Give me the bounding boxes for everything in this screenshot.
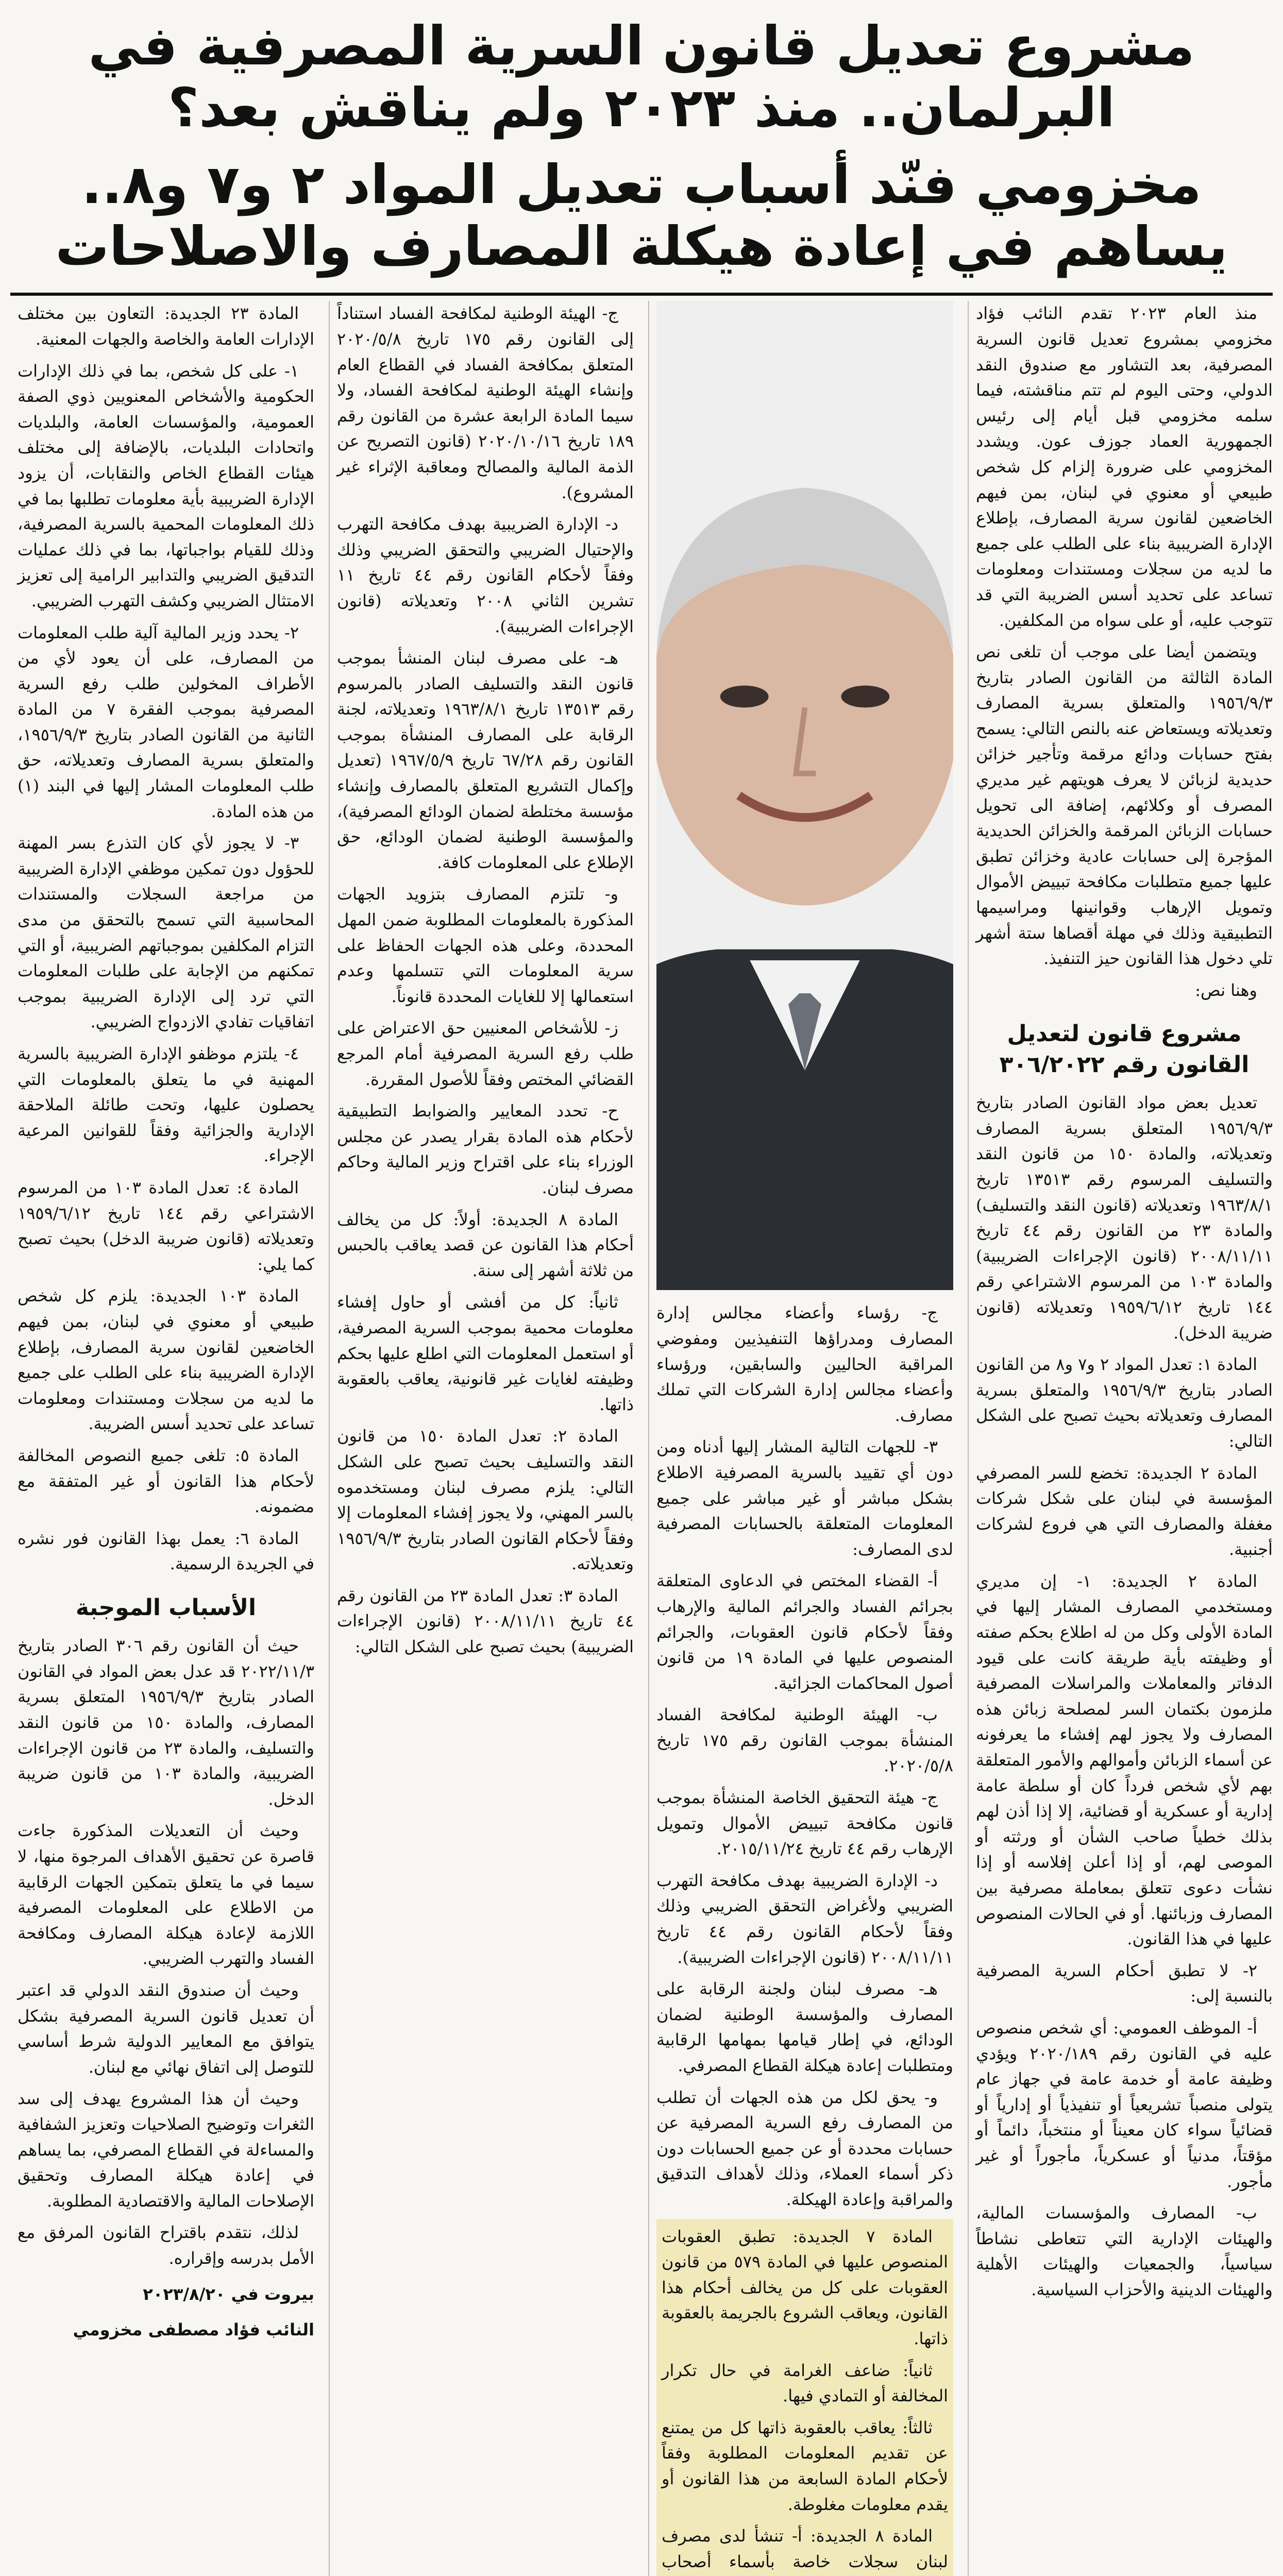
paragraph: ثالثاً: يعاقب بالعقوبة ذاتها كل من يمتنع عن تقديم المعلومات المطلوبة وفقاً لأحكام المادة السابعة من هذا القانون أو يقدم معلومات مغلوطة.	[662, 2417, 948, 2514]
headline: مشروع تعديل قانون السرية المصرفية في البرلمان.. منذ ٢٠٢٣ ولم يناقش بعد؟	[88, 14, 1195, 139]
paragraph: ٢- لا تطبق أحكام السرية المصرفية بالنسبة إلى:	[976, 1960, 1273, 2006]
paragraph: المادة ٥: تلغى جميع النصوص المخالفة لأحكام هذا القانون أو غير المتفقة مع مضمونه.	[18, 1445, 314, 1517]
subheadline: مخزومي فنّد أسباب تعديل المواد ٢ و٧ و٨.. يساهم في إعادة هيكلة المصارف والاصلاحات	[55, 153, 1228, 278]
paragraph: المادة ٨ الجديدة: أ- تنشأ لدى مصرف لبنان سجلات خاصة بأسماء أصحاب	[662, 2526, 948, 2571]
paragraph: أ- الموظف العمومي: أي شخص منصوص عليه في القانون رقم ٢٠٢٠/١٨٩ ويؤدي وظيفة عامة أو خدمة عامة في جهاز عام يتولى منصباً تشريعياً أو تنفيذياً أو إدارياً أو قضائياً سواء كان معيناً أو منتخباً، دائماً أو مؤقتاً، مدنياً أو عسكرياً، مأجوراً أو غير مأجور.	[976, 2018, 1273, 2191]
signature-name: النائب فؤاد مصطفى مخزومي	[73, 2320, 314, 2340]
paragraph: المادة ١٠٣ الجديدة: يلزم كل شخص طبيعي أو معنوي في لبنان، بمن فيهم الخاضعين لقانون سرية المصارف، بإطلاع الإدارة الضريبية بناء على الطلب على جميع ما لديه من سجلات ومستندات ومعلومات تساعد على تحديد أسس الضريبة.	[18, 1286, 314, 1434]
headline-rule	[10, 293, 1273, 296]
paragraph: ج- رؤساء وأعضاء مجالس إدارة المصارف ومدراؤها التنفيذيين ومفوضي المراقبة الحاليين والسابقين، ورؤساء وأعضاء مجالس إدارة الشركات التي تملك مصارف.	[656, 1303, 953, 1425]
paragraph: ب- الهيئة الوطنية لمكافحة الفساد المنشأة بموجب القانون رقم ١٧٥ تاريخ ٢٠٢٠/٥/٨.	[656, 1705, 953, 1776]
paragraph: وحيث أن هذا المشروع يهدف إلى سد الثغرات وتوضيح الصلاحيات وتعزيز الشفافية والمساءلة في القطاع المصرفي، بما يساهم في إعادة هيكلة المصارف وتحقيق الإصلاحات المالية والاقتصادية المطلوبة.	[18, 2089, 314, 2211]
paragraph: وحيث أن التعديلات المذكورة جاءت قاصرة عن تحقيق الأهداف المرجوة منها، لا سيما في ما يتعلق بتمكين الجهات الرقابية من الاطلاع على المعلومات المصرفية اللازمة لإعادة هيكلة المصارف ومكافحة الفساد والتهرب الضريبي.	[18, 1821, 314, 1969]
paragraph: المادة ٤: تعدل المادة ١٠٣ من المرسوم الاشتراعي رقم ١٤٤ تاريخ ١٩٥٩/٦/١٢ وتعديلاته (قانون ضريبة الدخل) بحيث تصبح كما يلي:	[18, 1177, 314, 1274]
paragraph: المادة ٦: يعمل بهذا القانون فور نشره في الجريدة الرسمية.	[18, 1528, 314, 1574]
paragraph: و- يحق لكل من هذه الجهات أن تطلب من المصارف رفع السرية المصرفية عن حسابات محددة أو عن جميع الحسابات دون ذكر أسماء العملاء، وذلك لأهداف التدقيق والمراقبة وإعادة الهيكلة.	[656, 2087, 953, 2209]
paragraph: هـ- على مصرف لبنان المنشأ بموجب قانون النقد والتسليف الصادر بالمرسوم رقم ١٣٥١٣ تاريخ ١٩٦٣/٨/١ وتعديلاته، لجنة الرقابة على المصارف المنشأة بموجب القانون رقم ٦٧/٢٨ تاريخ ١٩٦٧/٥/٩ (تعديل وإكمال التشريع المتعلق بالمصارف وإنشاء مؤسسة مختلطة لضمان الودائع المصرفية)، والمؤسسة الوطنية لضمان الودائع، حق الإطلاع على المعلومات كافة.	[337, 648, 634, 872]
section-heading-law: مشروع قانون لتعديل القانون رقم ٣٠٦/٢٠٢٢	[999, 1021, 1250, 1078]
signature-place: بيروت في ٢٠٢٣/٨/٢٠	[143, 2284, 314, 2304]
paragraph: أ- القضاء المختص في الدعاوى المتعلقة بجرائم الفساد والجرائم المالية والإرهاب وفقاً لأحكام قانون العقوبات، والجرائم المنصوص عليها في المادة ١٩ من قانون أصول المحاكمات الجزائية.	[656, 1571, 953, 1693]
paragraph: المادة ٢: تعدل المادة ١٥٠ من قانون النقد والتسليف بحيث تصبح على الشكل التالي: يلزم مصرف لبنان ومستخدموه بالسر المهني، ولا يجوز إفشاء المعلومات إلا وفقاً لأحكام القانون الصادر بتاريخ ١٩٥٦/٩/٣ وتعديلاته.	[337, 1426, 634, 1574]
column-1	[968, 301, 1273, 2576]
paragraph: منذ العام ٢٠٢٣ تقدم النائب فؤاد مخزومي بمشروع تعديل قانون السرية المصرفية، بعد التشاور مع صندوق النقد الدولي، وحتى اليوم لم تتم مناقشته، فيما سلمه مخزومي قبل أيام إلى رئيس الجمهورية العماد جوزف عون. ويشدد المخزومي على ضرورة إلزام كل شخص طبيعي أو معنوي في لبنان، بمن فيهم الخاضعين لقانون سرية المصارف، بإطلاع الإدارة الضريبية بناء على الطلب على جميع ما لديه من سجلات ومستندات ومعلومات تساعد على تحديد أسس الضريبة التي قد تتوجب عليه، أو على سواه من المكلفين.	[976, 303, 1273, 630]
paragraph: ٢- يحدد وزير المالية آلية طلب المعلومات من المصارف، على أن يعود لأي من الأطراف المخولين طلب رفع السرية المصرفية بموجب الفقرة ٧ من المادة الثانية من القانون الصادر بتاريخ ١٩٥٦/٩/٣، والمتعلق بسرية المصارف وتعديلاته، حق طلب المعلومات المشار إليها في البند (١) من هذه المادة.	[18, 622, 314, 821]
paragraph: حيث أن القانون رقم ٣٠٦ الصادر بتاريخ ٢٠٢٢/١١/٣ قد عدل بعض المواد في القانون الصادر بتاريخ ١٩٥٦/٩/٣ المتعلق بسرية المصارف، والمادة ١٥٠ من قانون النقد والتسليف، والمادة ٢٣ من قانون الإجراءات الضريبية، والمادة ١٠٣ من قانون ضريبة الدخل.	[18, 1636, 314, 1809]
section-heading-reasons: الأسباب الموجبة	[75, 1594, 257, 1621]
paragraph: وهنا نص:	[1195, 980, 1257, 1000]
paragraph: ح- تحدد المعايير والضوابط التطبيقية لأحكام هذه المادة بقرار يصدر عن مجلس الوزراء بناء على اقتراح وزير المالية وحاكم مصرف لبنان.	[337, 1101, 634, 1197]
paragraph: ويتضمن أيضا على موجب أن تلغى نص المادة الثالثة من القانون الصادر بتاريخ ١٩٥٦/٩/٣ والمتعلق بسرية المصارف وتعديلاته ويستعاض عنه بالنص التالي: يسمح بفتح حسابات ودائع مرقمة وتأجير خزائن حديدية لزبائن لا يعرف هويتهم غير مديري المصرف أو وكلائهم، إضافة الى تحويل حسابات الزبائن المرقمة والخزائن الحديدية المؤجرة إلى حسابات عادية وخزائن تطبق عليها جميع متطلبات مكافحة تبييض الأموال وتمويل الإرهاب وقوانينها ومراسيمها التطبيقية وذلك في مهلة أقصاها ستة أشهر تلي دخول هذا القانون حيز التنفيذ.	[976, 642, 1273, 969]
paragraph: هـ- مصرف لبنان ولجنة الرقابة على المصارف والمؤسسة الوطنية لضمان الودائع، في إطار قيامها بمهامها الرقابية ومتطلبات إعادة هيكلة القطاع المصرفي.	[656, 1979, 953, 2075]
column-3	[329, 301, 634, 2576]
column-2	[648, 301, 953, 2576]
paragraph: ز- للأشخاص المعنيين حق الاعتراض على طلب رفع السرية المصرفية أمام المرجع القضائي المختص وفقاً للأصول المقررة.	[337, 1018, 634, 1089]
paragraph: ٣- لا يجوز لأي كان التذرع بسر المهنة للحؤول دون تمكين موظفي الإدارة الضريبية من مراجعة السجلات والمستندات المحاسبية التي تسمح بالتحقق من مدى التزام المكلفين بموجباتهم الضريبية، أو التي تمكنهم من الإجابة على طلبات المعلومات التي ترد إلى الإدارة الضريبية بموجب اتفاقيات تفادي الازدواج الضريبي.	[18, 833, 314, 1032]
paragraph: ج- هيئة التحقيق الخاصة المنشأة بموجب قانون مكافحة تبييض الأموال وتمويل الإرهاب رقم ٤٤ تاريخ ٢٠١٥/١١/٢٤.	[656, 1788, 953, 1859]
paragraph: المادة ٢٣ الجديدة: التعاون بين مختلف الإدارات العامة والخاصة والجهات المعنية.	[18, 303, 314, 349]
paragraph: ٣- للجهات التالية المشار إليها أدناه ومن دون أي تقييد بالسرية المصرفية الاطلاع بشكل مباشر أو غير مباشر على جميع المعلومات المتعلقة بالحسابات المصرفية لدى المصارف:	[656, 1437, 953, 1559]
paragraph: المادة ٣: تعدل المادة ٢٣ من القانون رقم ٤٤ تاريخ ٢٠٠٨/١١/١١ (قانون الإجراءات الضريبية) بحيث تصبح على الشكل التالي:	[337, 1585, 634, 1657]
paragraph: المادة ٧ الجديدة: تطبق العقوبات المنصوص عليها في المادة ٥٧٩ من قانون العقوبات على كل من يخالف أحكام هذا القانون، ويعاقب الشروع بالجريمة بالعقوبة ذاتها.	[662, 2226, 948, 2348]
paragraph: ٤- يلتزم موظفو الإدارة الضريبية بالسرية المهنية في ما يتعلق بالمعلومات التي يحصلون عليها، وتحت طائلة الملاحقة الإدارية والجزائية وفقاً للقوانين المرعية الإجراء.	[18, 1044, 314, 1166]
paragraph: ج- الهيئة الوطنية لمكافحة الفساد استناداً إلى القانون رقم ١٧٥ تاريخ ٢٠٢٠/٥/٨ المتعلق بمكافحة الفساد في القطاع العام وإنشاء الهيئة الوطنية لمكافحة الفساد، ولا سيما المادة الرابعة عشرة من القانون رقم ١٨٩ تاريخ ٢٠٢٠/١٠/١٦ (قانون التصريح عن الذمة المالية والمصالح ومعاقبة الإثراء غير المشروع).	[337, 303, 634, 502]
paragraph: د- الإدارة الضريبية بهدف مكافحة التهرب الضريبي ولأغراض التحقق الضريبي وذلك وفقاً لأحكام القانون رقم ٤٤ تاريخ ٢٠٠٨/١١/١١ (قانون الإجراءات الضريبية).	[656, 1870, 953, 1967]
paragraph: المادة ٢ الجديدة: تخضع للسر المصرفي المؤسسة في لبنان على شكل شركات مغفلة والمصارف التي هي فروع لشركات أجنبية.	[976, 1463, 1273, 1560]
highlighted-box	[656, 2219, 953, 2576]
portrait-photo	[656, 301, 953, 1290]
paragraph: المادة ٨ الجديدة: أولاً: كل من يخالف أحكام هذا القانون عن قصد يعاقب بالحبس من ثلاثة أشهر إلى سنة.	[337, 1209, 634, 1280]
paragraph: تعديل بعض مواد القانون الصادر بتاريخ ١٩٥٦/٩/٣ المتعلق بسرية المصارف وتعديلاته، والمادة ١٥٠ من قانون النقد والتسليف المرسوم رقم ١٣٥١٣ تاريخ ١٩٦٣/٨/١ وتعديلاته (قانون النقد والتسليف) والمادة ٢٣ من القانون رقم ٤٤ تاريخ ٢٠٠٨/١١/١١ (قانون الإجراءات الضريبية) والمادة ١٠٣ من المرسوم الاشتراعي رقم ١٤٤ تاريخ ١٩٥٩/٦/١٢ وتعديلاته (قانون ضريبة الدخل).	[976, 1093, 1273, 1343]
newspaper-page	[10, 10, 1273, 2576]
paragraph: ب- المصارف والمؤسسات المالية، والهيئات الإدارية التي تتعاطى نشاطاً سياسياً، والجمعيات والهيئات الأهلية والهيئات الدينية والأحزاب السياسية.	[976, 2203, 1273, 2299]
paragraph: المادة ١: تعدل المواد ٢ و٧ و٨ من القانون الصادر بتاريخ ١٩٥٦/٩/٣ والمتعلق بسرية المصارف وتعديلاته بحيث تصبح على الشكل التالي:	[976, 1354, 1273, 1451]
paragraph: و- تلتزم المصارف بتزويد الجهات المذكورة بالمعلومات المطلوبة ضمن المهل المحددة، وعلى هذه الجهات الحفاظ على سرية المعلومات التي تتسلمها وعدم استعمالها إلا للغايات المحددة قانوناً.	[337, 884, 634, 1006]
paragraph: المادة ٢ الجديدة: ١- إن مديري ومستخدمي المصارف المشار إليها في المادة الأولى وكل من له اطلاع بحكم صفته أو وظيفته بأية طريقة كانت على قيود الدفاتر والمعاملات والمراسلات المصرفية ملزمون بكتمان السر لمصلحة زبائن هذه المصارف ولا يجوز لهم إفشاء ما يعرفونه عن أسماء الزبائن وأموالهم والأمور المتعلقة بهم لأي شخص فرداً كان أو سلطة عامة إدارية أو عسكرية أو قضائية، إلا إذا أذن لهم بذلك خطياً صاحب الشأن أو ورثته أو الموصى لهم، أو إذا أعلن إفلاسه أو إذا نشأت دعوى تتعلق بمعاملة مصرفية بين المصارف وزبائنها. أو في الحالات المنصوص عليها في هذا القانون.	[976, 1571, 1273, 1949]
column-4	[10, 301, 314, 2576]
paragraph: ثانياً: ضاعف الغرامة في حال تكرار المخالفة أو التمادي فيها.	[662, 2360, 948, 2406]
paragraph: وحيث أن صندوق النقد الدولي قد اعتبر أن تعديل قانون السرية المصرفية بشكل يتوافق مع المعايير الدولية شرط أساسي للتوصل إلى اتفاق نهائي مع لبنان.	[18, 1980, 314, 2077]
paragraph: ثانياً: كل من أفشى أو حاول إفشاء معلومات محمية بموجب السرية المصرفية، أو استعمل المعلومات التي اطلع عليها بحكم وظيفته لغايات غير قانونية، يعاقب بالعقوبة ذاتها.	[337, 1292, 634, 1414]
article-body	[10, 301, 1273, 2576]
paragraph: ١- على كل شخص، بما في ذلك الإدارات الحكومية والأشخاص المعنويين ذوي الصفة العمومية، والمؤسسات العامة، والبلديات واتحادات البلديات، بالإضافة إلى مختلف هيئات القطاع الخاص والنقابات، أن يزود الإدارة الضريبية بأية معلومات تطلبها بما في ذلك المعلومات المحمية بالسرية المصرفية، وذلك للقيام بواجباتها، بما في ذلك عمليات التدقيق الضريبي والتدابير الرامية إلى تعزيز الامتثال الضريبي وكشف التهرب الضريبي.	[18, 361, 314, 611]
portrait-illustration	[656, 301, 953, 1290]
paragraph: لذلك، نتقدم باقتراح القانون المرفق مع الأمل بدرسه وإقراره.	[18, 2223, 314, 2268]
paragraph: د- الإدارة الضريبية بهدف مكافحة التهرب والإحتيال الضريبي والتحقق الضريبي وذلك وفقاً لأحكام القانون رقم ٤٤ تاريخ ١١ تشرين الثاني ٢٠٠٨ وتعديلاته (قانون الإجراءات الضريبية).	[337, 514, 634, 636]
